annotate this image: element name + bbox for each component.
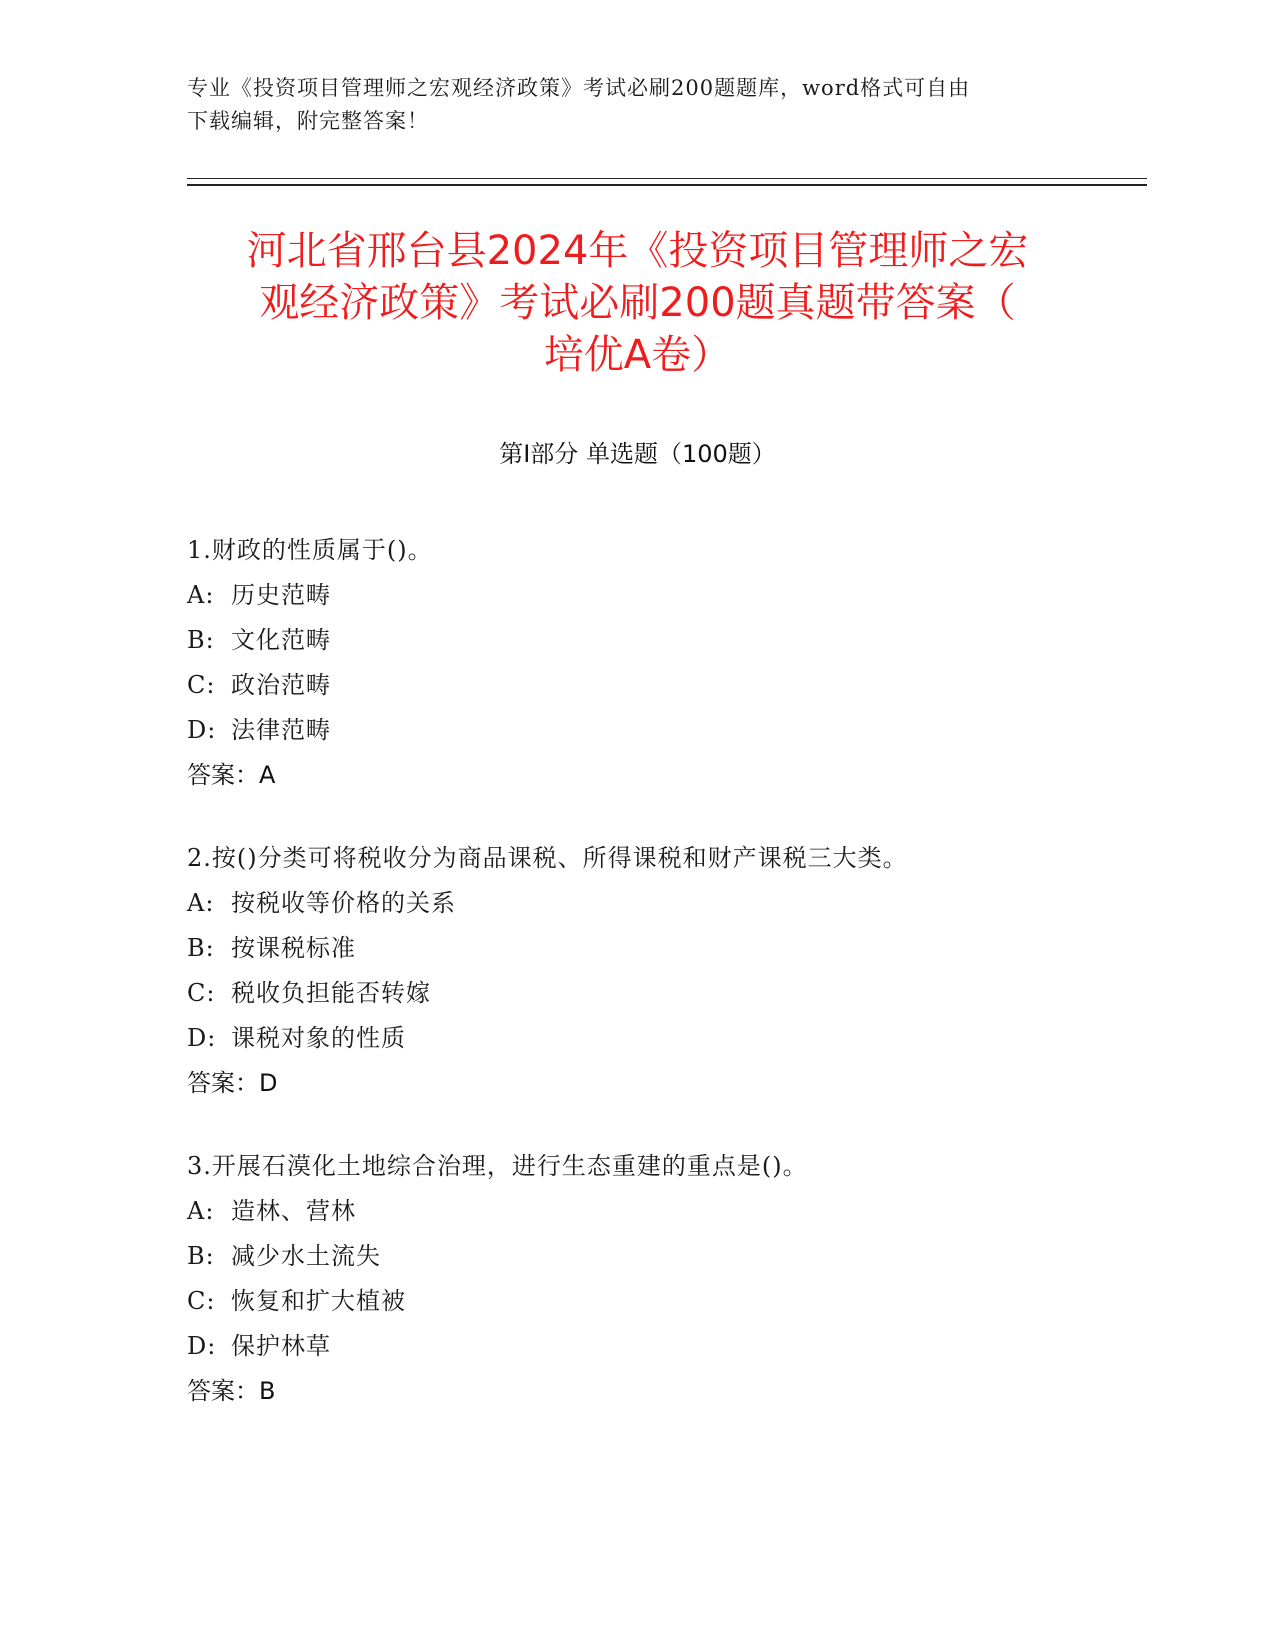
question-stem: 3.开展石漠化土地综合治理，进行生态重建的重点是()。 — [187, 1152, 808, 1180]
option-key: B: — [187, 1242, 215, 1270]
option-text: 税收负担能否转嫁 — [231, 979, 431, 1007]
option-key: C: — [187, 979, 216, 1007]
option-text: 文化范畴 — [231, 626, 331, 654]
option-c — [187, 1279, 1147, 1324]
header-divider-thick — [187, 184, 1147, 186]
header-divider-thin — [187, 178, 1147, 179]
option-text: 按税收等价格的关系 — [231, 889, 456, 917]
option-text: 历史范畴 — [231, 581, 331, 609]
option-key: D: — [187, 1332, 217, 1360]
question-item-3 — [187, 1144, 1147, 1414]
question-list — [187, 528, 1147, 1452]
answer-label: 答案：D — [187, 1069, 278, 1097]
question-item-1 — [187, 528, 1147, 798]
option-key: D: — [187, 1024, 217, 1052]
section-heading: 第Ⅰ部分 单选题（100题） — [499, 440, 776, 468]
answer-label: 答案：B — [187, 1377, 276, 1405]
option-d — [187, 1016, 1147, 1061]
option-d — [187, 1324, 1147, 1369]
answer-label: 答案：A — [187, 761, 276, 789]
document-title-line-1: 河北省邢台县2024年《投资项目管理师之宏 — [246, 228, 1029, 274]
option-text: 课税对象的性质 — [231, 1024, 406, 1052]
option-text: 按课税标准 — [231, 934, 356, 962]
option-a — [187, 881, 1147, 926]
document-title — [150, 225, 1125, 381]
option-a — [187, 1189, 1147, 1234]
option-b — [187, 926, 1147, 971]
option-key: A: — [187, 889, 215, 917]
option-text: 法律范畴 — [231, 716, 331, 744]
option-text: 保护林草 — [231, 1332, 331, 1360]
option-key: A: — [187, 1197, 215, 1225]
option-key: D: — [187, 716, 217, 744]
option-b — [187, 618, 1147, 663]
header-note — [187, 72, 1087, 138]
option-text: 造林、营林 — [231, 1197, 356, 1225]
option-a — [187, 573, 1147, 618]
header-note-line-1: 专业《投资项目管理师之宏观经济政策》考试必刷200题题库，word格式可自由 — [187, 76, 971, 100]
option-key: C: — [187, 671, 216, 699]
option-b — [187, 1234, 1147, 1279]
header-note-line-2: 下载编辑，附完整答案！ — [187, 109, 429, 133]
option-key: C: — [187, 1287, 216, 1315]
question-item-2 — [187, 836, 1147, 1106]
option-text: 政治范畴 — [231, 671, 331, 699]
document-title-line-3: 培优A卷） — [543, 332, 732, 378]
option-text: 减少水土流失 — [231, 1242, 381, 1270]
option-key: B: — [187, 934, 215, 962]
document-title-line-2: 观经济政策》考试必刷200题真题带答案（ — [259, 280, 1016, 326]
option-c — [187, 971, 1147, 1016]
option-text: 恢复和扩大植被 — [231, 1287, 406, 1315]
option-d — [187, 708, 1147, 753]
question-stem: 1.财政的性质属于()。 — [187, 536, 433, 564]
question-stem: 2.按()分类可将税收分为商品课税、所得课税和财产课税三大类。 — [187, 844, 908, 872]
option-c — [187, 663, 1147, 708]
option-key: A: — [187, 581, 215, 609]
option-key: B: — [187, 626, 215, 654]
